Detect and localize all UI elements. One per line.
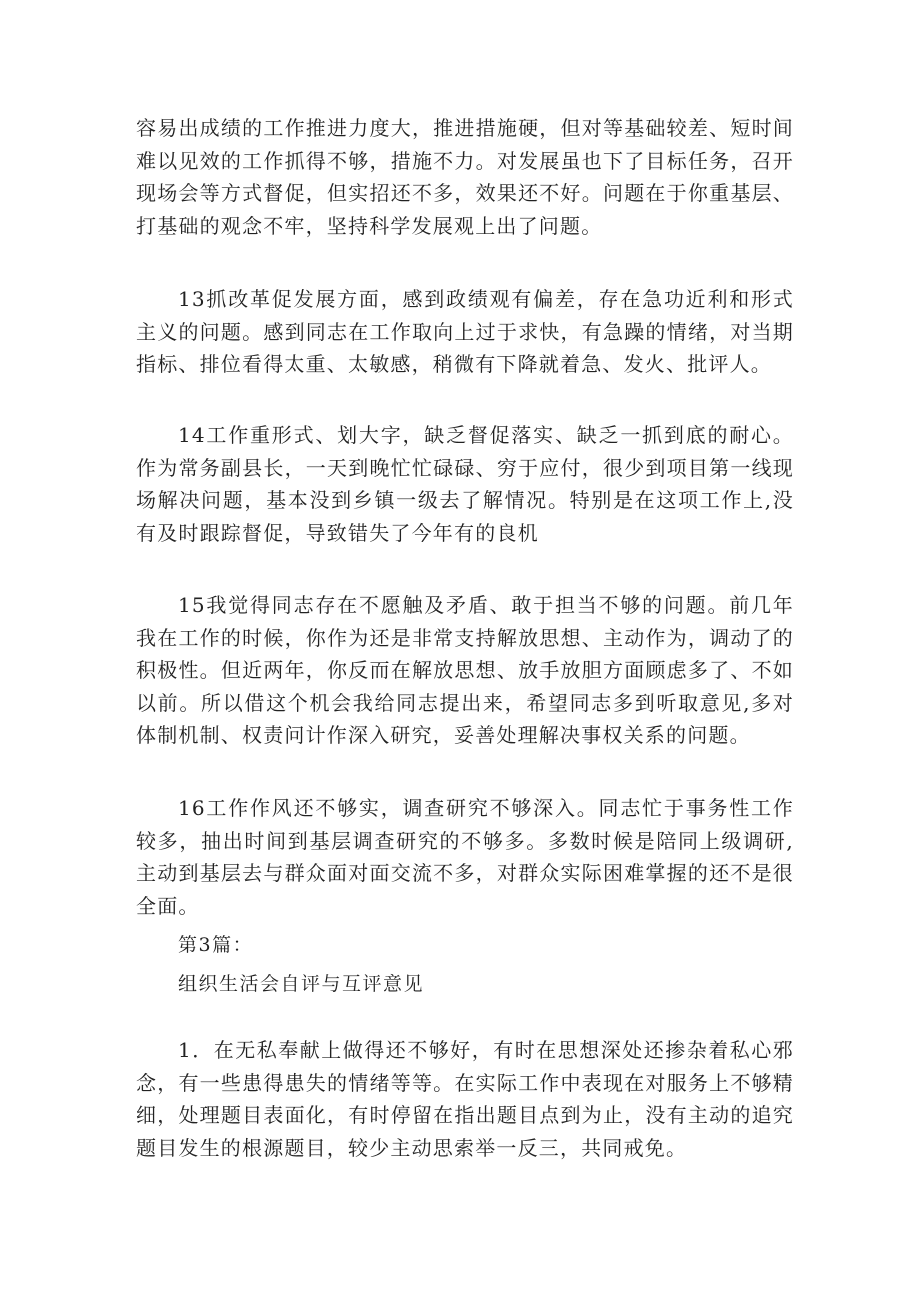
paragraph-continuation: 容易出成绩的工作推进力度大，推进措施硬，但对等基础较差、短时间难以见效的工作抓得不够，措施不力。对发展虽也下了目标任务，召开现场会等方式督促，但实招还不多，效果还不好。问题在于你重基层、打基础的观念不牢，坚持科学发展观上出了问题。	[136, 116, 794, 238]
section-label: 第3篇：	[178, 934, 254, 956]
paragraph-item-13: 13抓改革促发展方面，感到政绩观有偏差，存在急功近利和形式主义的问题。感到同志在工作取向上过于求快，有急躁的情绪，对当期指标、排位看得太重、太敏感，稍微有下降就着急、发火、批评人。	[136, 287, 794, 376]
paragraph-item-16: 16工作作风还不够实，调查研究不够深入。同志忙于事务性工作较多，抽出时间到基层调查研究的不够多。多数时候是陪同上级调研,主动到基层去与群众面对面交流不多，对群众实际困难掌握的还不是很全面。	[136, 796, 794, 918]
paragraph-item-15: 15我觉得同志存在不愿触及矛盾、敢于担当不够的问题。前几年我在工作的时候，你作为还是非常支持解放思想、主动作为，调动了的积极性。但近两年，你反而在解放思想、放手放胆方面顾虑多了、不如以前。所以借这个机会我给同志提出来，希望同志多到听取意见,多对体制机制、权责问计作深入研究，妥善处理解决事权关系的问题。	[136, 593, 794, 747]
section-title: 组织生活会自评与互评意见	[178, 973, 425, 995]
paragraph-item-14: 14工作重形式、划大字，缺乏督促落实、缺乏一抓到底的耐心。作为常务副县长，一天到晚忙忙碌碌、穷于应付，很少到项目第一线现场解决问题，基本没到乡镇一级去了解情况。特别是在这项工作上,没有及时跟踪督促，导致错失了今年有的良机	[136, 423, 794, 545]
paragraph-item-1: 1．在无私奉献上做得还不够好，有时在思想深处还掺杂着私心邪念，有一些患得患失的情绪等等。在实际工作中表现在对服务上不够精细，处理题目表面化，有时停留在指出题目点到为止，没有主动的追究题目发生的根源题目，较少主动思索举一反三，共同戒免。	[136, 1038, 794, 1160]
